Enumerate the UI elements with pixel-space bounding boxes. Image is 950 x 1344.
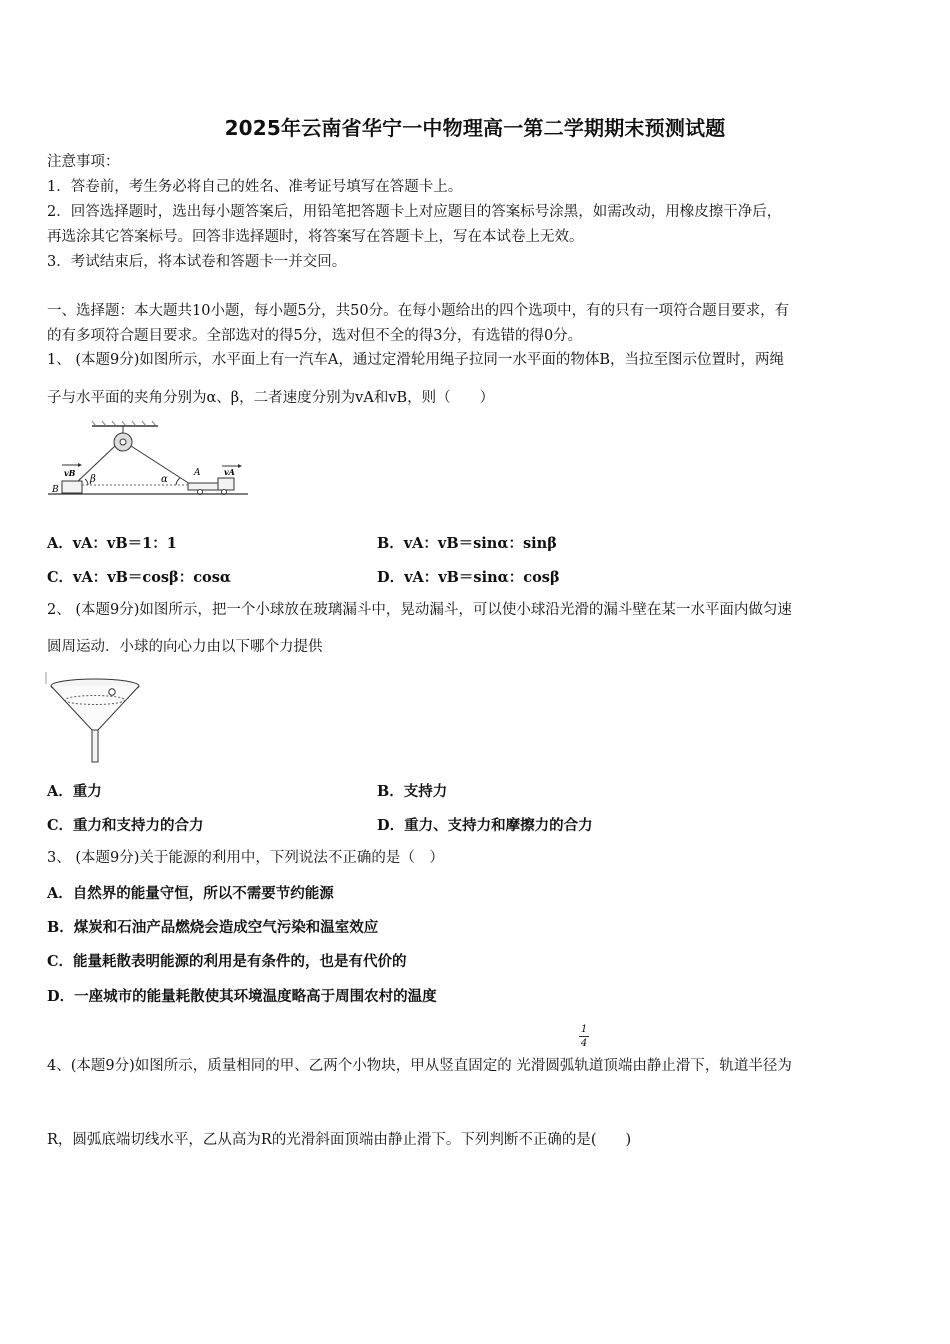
- q2-option-d[interactable]: D．重力、支持力和摩擦力的合力: [377, 817, 593, 834]
- label-va: vA: [224, 467, 235, 477]
- notice-item: 1．答卷前，考生务必将自己的姓名、准考证号填写在答题卡上。: [47, 179, 463, 195]
- label-vb: vB: [64, 468, 76, 478]
- q3-option-c[interactable]: C．能量耗散表明能源的利用是有条件的，也是有代价的: [47, 953, 407, 970]
- q2-option-b[interactable]: B．支持力: [377, 783, 448, 800]
- q3-option-b[interactable]: B．煤炭和石油产品燃烧会造成空气污染和温室效应: [47, 919, 379, 936]
- fraction-numerator: 1: [580, 1024, 588, 1035]
- label-alpha: α: [161, 474, 168, 485]
- funnel-cone: [51, 686, 139, 730]
- q2-option-a[interactable]: A．重力: [47, 783, 102, 800]
- arrow-vb-head: [78, 463, 82, 467]
- q3-option-a[interactable]: A．自然界的能量守恒，所以不需要节约能源: [47, 885, 334, 902]
- notice-item: 2．回答选择题时，选出每小题答案后，用铅笔把答题卡上对应题目的答案标号涂黑，如需改动，用橡皮擦干净后，: [47, 204, 782, 220]
- quarter-fraction: [577, 1024, 591, 1049]
- q3-option-d[interactable]: D．一座城市的能量耗散使其环境温度略高于周围农村的温度: [47, 988, 437, 1005]
- q4-stem-line1: 4、(本题9分)如图所示，质量相同的甲、乙两个小物块，甲从竖直固定的 光滑圆弧轨道顶端由静止滑下，轨道半径为: [47, 1058, 792, 1074]
- q2-option-c[interactable]: C．重力和支持力的合力: [47, 817, 204, 834]
- fraction-bar: [579, 1036, 589, 1037]
- q2-stem-line2: 圆周运动．小球的向心力由以下哪个力提供: [47, 639, 323, 655]
- q1-option-a[interactable]: A．vA：vB＝1：1: [47, 535, 177, 552]
- q3-stem: 3、 (本题9分)关于能源的利用中，下列说法不正确的是（ ）: [47, 850, 444, 866]
- notice-item: 3．考试结束后，将本试卷和答题卡一并交回。: [47, 254, 347, 270]
- pulley-wheel: [114, 433, 132, 451]
- q1-option-b[interactable]: B．vA：vB＝sinα：sinβ: [377, 535, 557, 552]
- label-beta: β: [90, 474, 96, 485]
- section-intro-line1: 一、选择题：本大题共10小题，每小题5分，共50分。在每小题给出的四个选项中，有的只有一项符合题目要求，有: [47, 303, 790, 319]
- q1-option-c[interactable]: C．vA：vB＝cosβ：cosα: [47, 569, 232, 586]
- beta-arc: [85, 479, 88, 485]
- notice-heading: 注意事项：: [47, 154, 120, 170]
- alpha-arc: [176, 478, 180, 485]
- label-a: A: [194, 468, 201, 478]
- notice-item: 再选涂其它答案标号。回答非选择题时，将答案写在答题卡上，写在本试卷上无效。: [47, 229, 584, 245]
- section-intro-line2: 的有多项符合题目要求。全部选对的得5分，选对但不全的得3分，有选错的得0分。: [47, 328, 583, 344]
- car-a-body: [188, 483, 220, 490]
- block-b: [62, 481, 82, 493]
- ball: [109, 689, 115, 695]
- pulley-diagram: [48, 420, 248, 502]
- page-title: 2025年云南省华宁一中物理高一第二学期期末预测试题: [224, 116, 726, 140]
- label-b: B: [52, 485, 59, 495]
- q2-stem-line1: 2、 (本题9分)如图所示，把一个小球放在玻璃漏斗中，晃动漏斗，可以使小球沿光滑的漏斗壁在某一水平面内做匀速: [47, 602, 792, 618]
- q1-stem-line2: 子与水平面的夹角分别为α、β，二者速度分别为vA和vB，则（ ）: [47, 390, 495, 406]
- funnel-stem: [92, 730, 98, 762]
- arrow-va-head: [238, 464, 242, 468]
- funnel-diagram: [44, 670, 144, 768]
- car-a-cab: [218, 478, 234, 490]
- fraction-denominator: 4: [580, 1038, 588, 1049]
- q4-stem-line2: R，圆弧底端切线水平，乙从高为R的光滑斜面顶端由静止滑下。下列判断不正确的是( ): [47, 1132, 632, 1148]
- q1-stem-line1: 1、 (本题9分)如图所示，水平面上有一汽车A，通过定滑轮用绳子拉同一水平面的物体B，当拉至图示位置时，两绳: [47, 352, 784, 368]
- q1-option-d[interactable]: D．vA：vB＝sinα：cosβ: [377, 569, 560, 586]
